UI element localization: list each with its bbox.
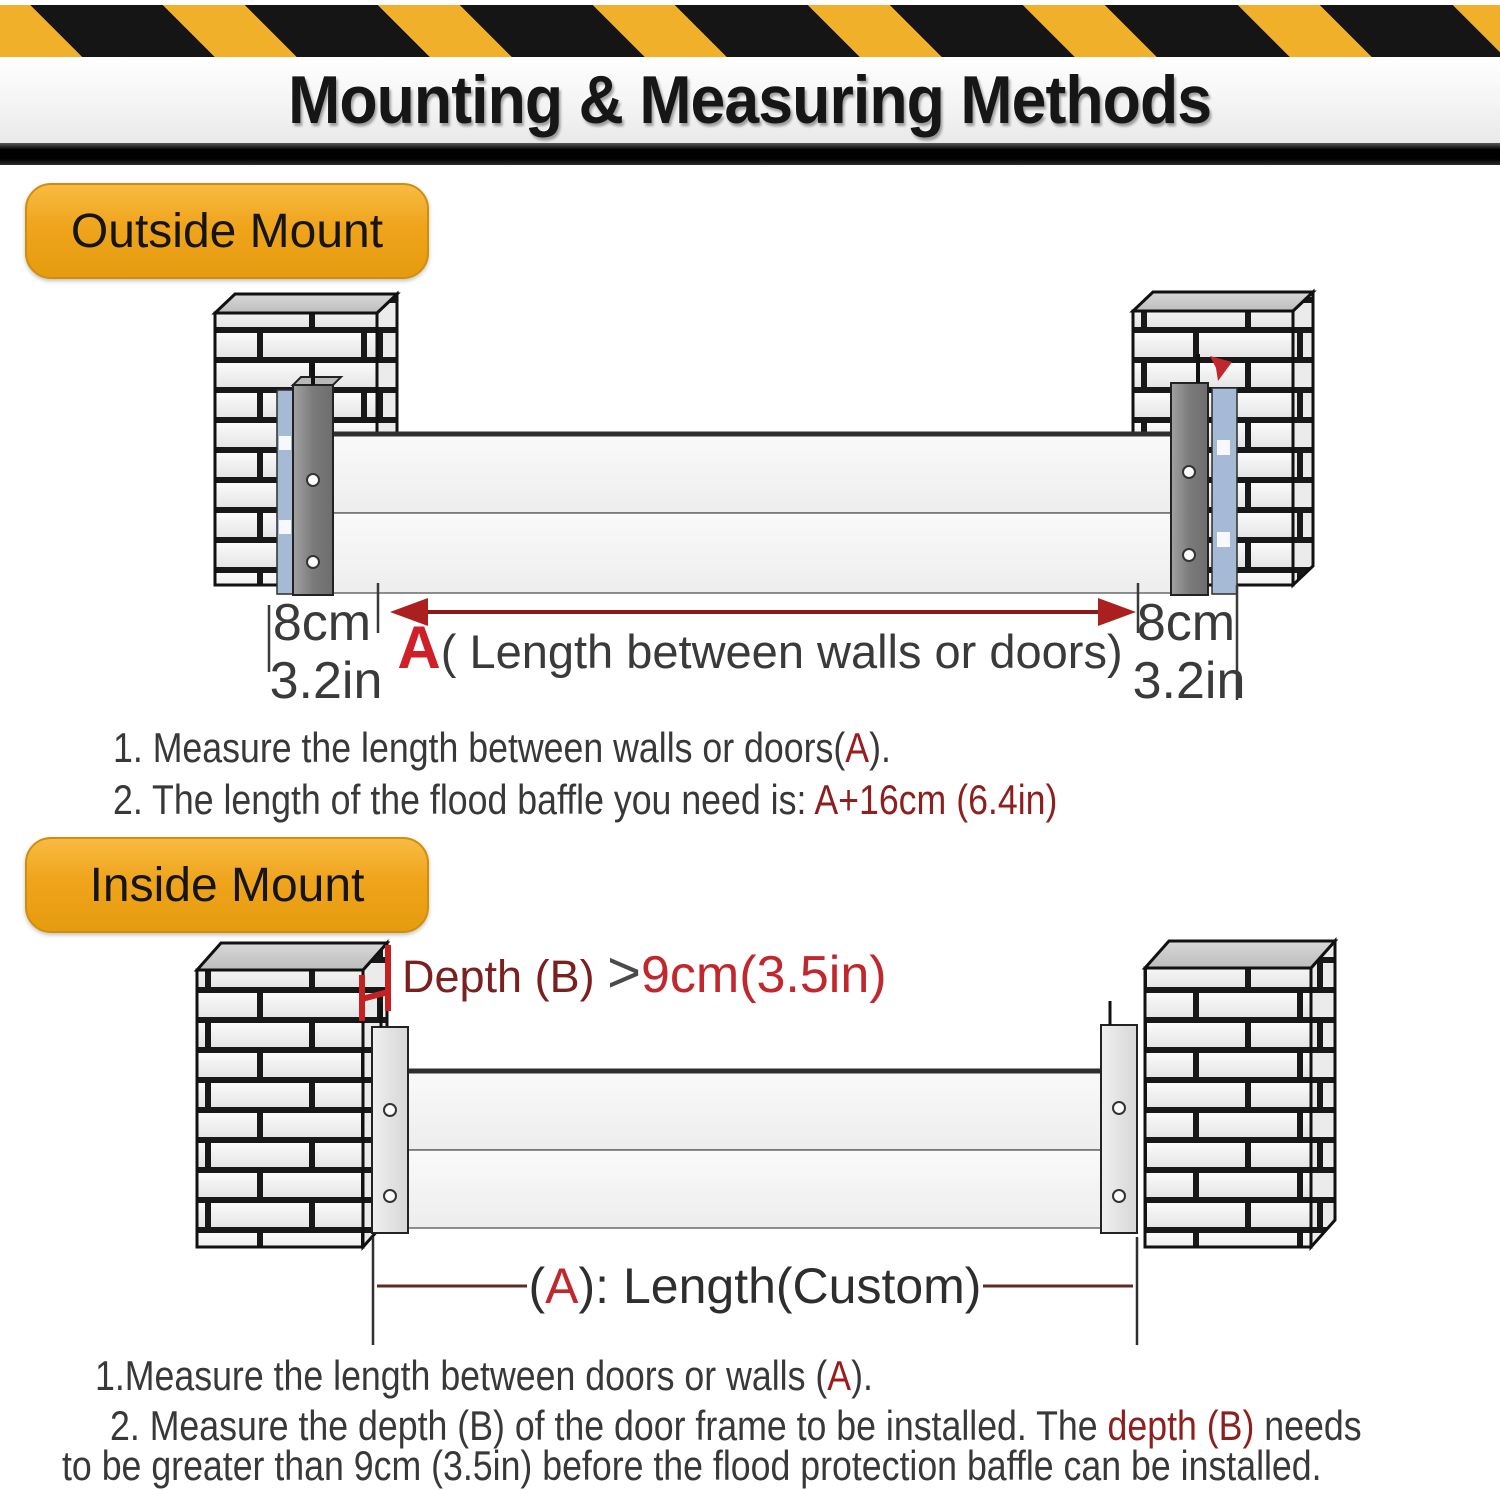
inside-step-2-line-1: 2. Measure the depth (B) of the door frame to be installed. The depth (B) needs: [110, 1402, 1362, 1449]
left-brick-pillar: [197, 943, 387, 1247]
inside-mount-badge: [25, 837, 429, 933]
right-dim-cm: 8cm: [1136, 594, 1236, 652]
inside-mount-diagram: [0, 935, 1500, 1350]
outside-step-1: 1. Measure the length between walls or doors(A).: [113, 724, 891, 771]
left-dim-cm: 8cm: [272, 594, 372, 652]
outside-mount-badge-label: Outside Mount: [70, 204, 384, 258]
header-divider-bar: [0, 143, 1500, 165]
width-arrow: [390, 598, 1136, 626]
right-brick-pillar: [1145, 941, 1335, 1247]
outside-mount-badge: [25, 183, 429, 279]
seal-strip-left: [277, 390, 294, 594]
title-bar: [0, 57, 1500, 143]
outside-mount-diagram: [0, 283, 1500, 708]
span-label: A( Length between walls or doors): [397, 614, 1123, 681]
left-dim-in: 3.2in: [269, 652, 383, 708]
mounting-bracket-left: [372, 1003, 408, 1233]
right-dim-in: 3.2in: [1132, 652, 1246, 708]
length-label: (A): Length(Custom): [528, 1258, 982, 1314]
flood-barrier-panels: [320, 433, 1178, 593]
mounting-bracket-right: [1101, 1001, 1137, 1233]
hazard-stripe: [0, 5, 1500, 57]
page-title: Mounting & Measuring Methods: [288, 62, 1212, 138]
flood-barrier-panels: [405, 1070, 1105, 1228]
mounting-bracket-left: [293, 364, 341, 595]
depth-label: Depth (B) >9cm(3.5in): [402, 940, 887, 1005]
inside-mount-badge-label: Inside Mount: [89, 858, 365, 912]
outside-step-2: 2. The length of the flood baffle you need is: A+16cm (6.4in): [113, 776, 1058, 823]
inside-step-2-line-2: to be greater than 9cm (3.5in) before the flood protection baffle can be installed.: [62, 1442, 1322, 1489]
seal-strip-right: [1212, 388, 1237, 594]
inside-step-1: 1.Measure the length between doors or walls (A).: [95, 1352, 873, 1399]
